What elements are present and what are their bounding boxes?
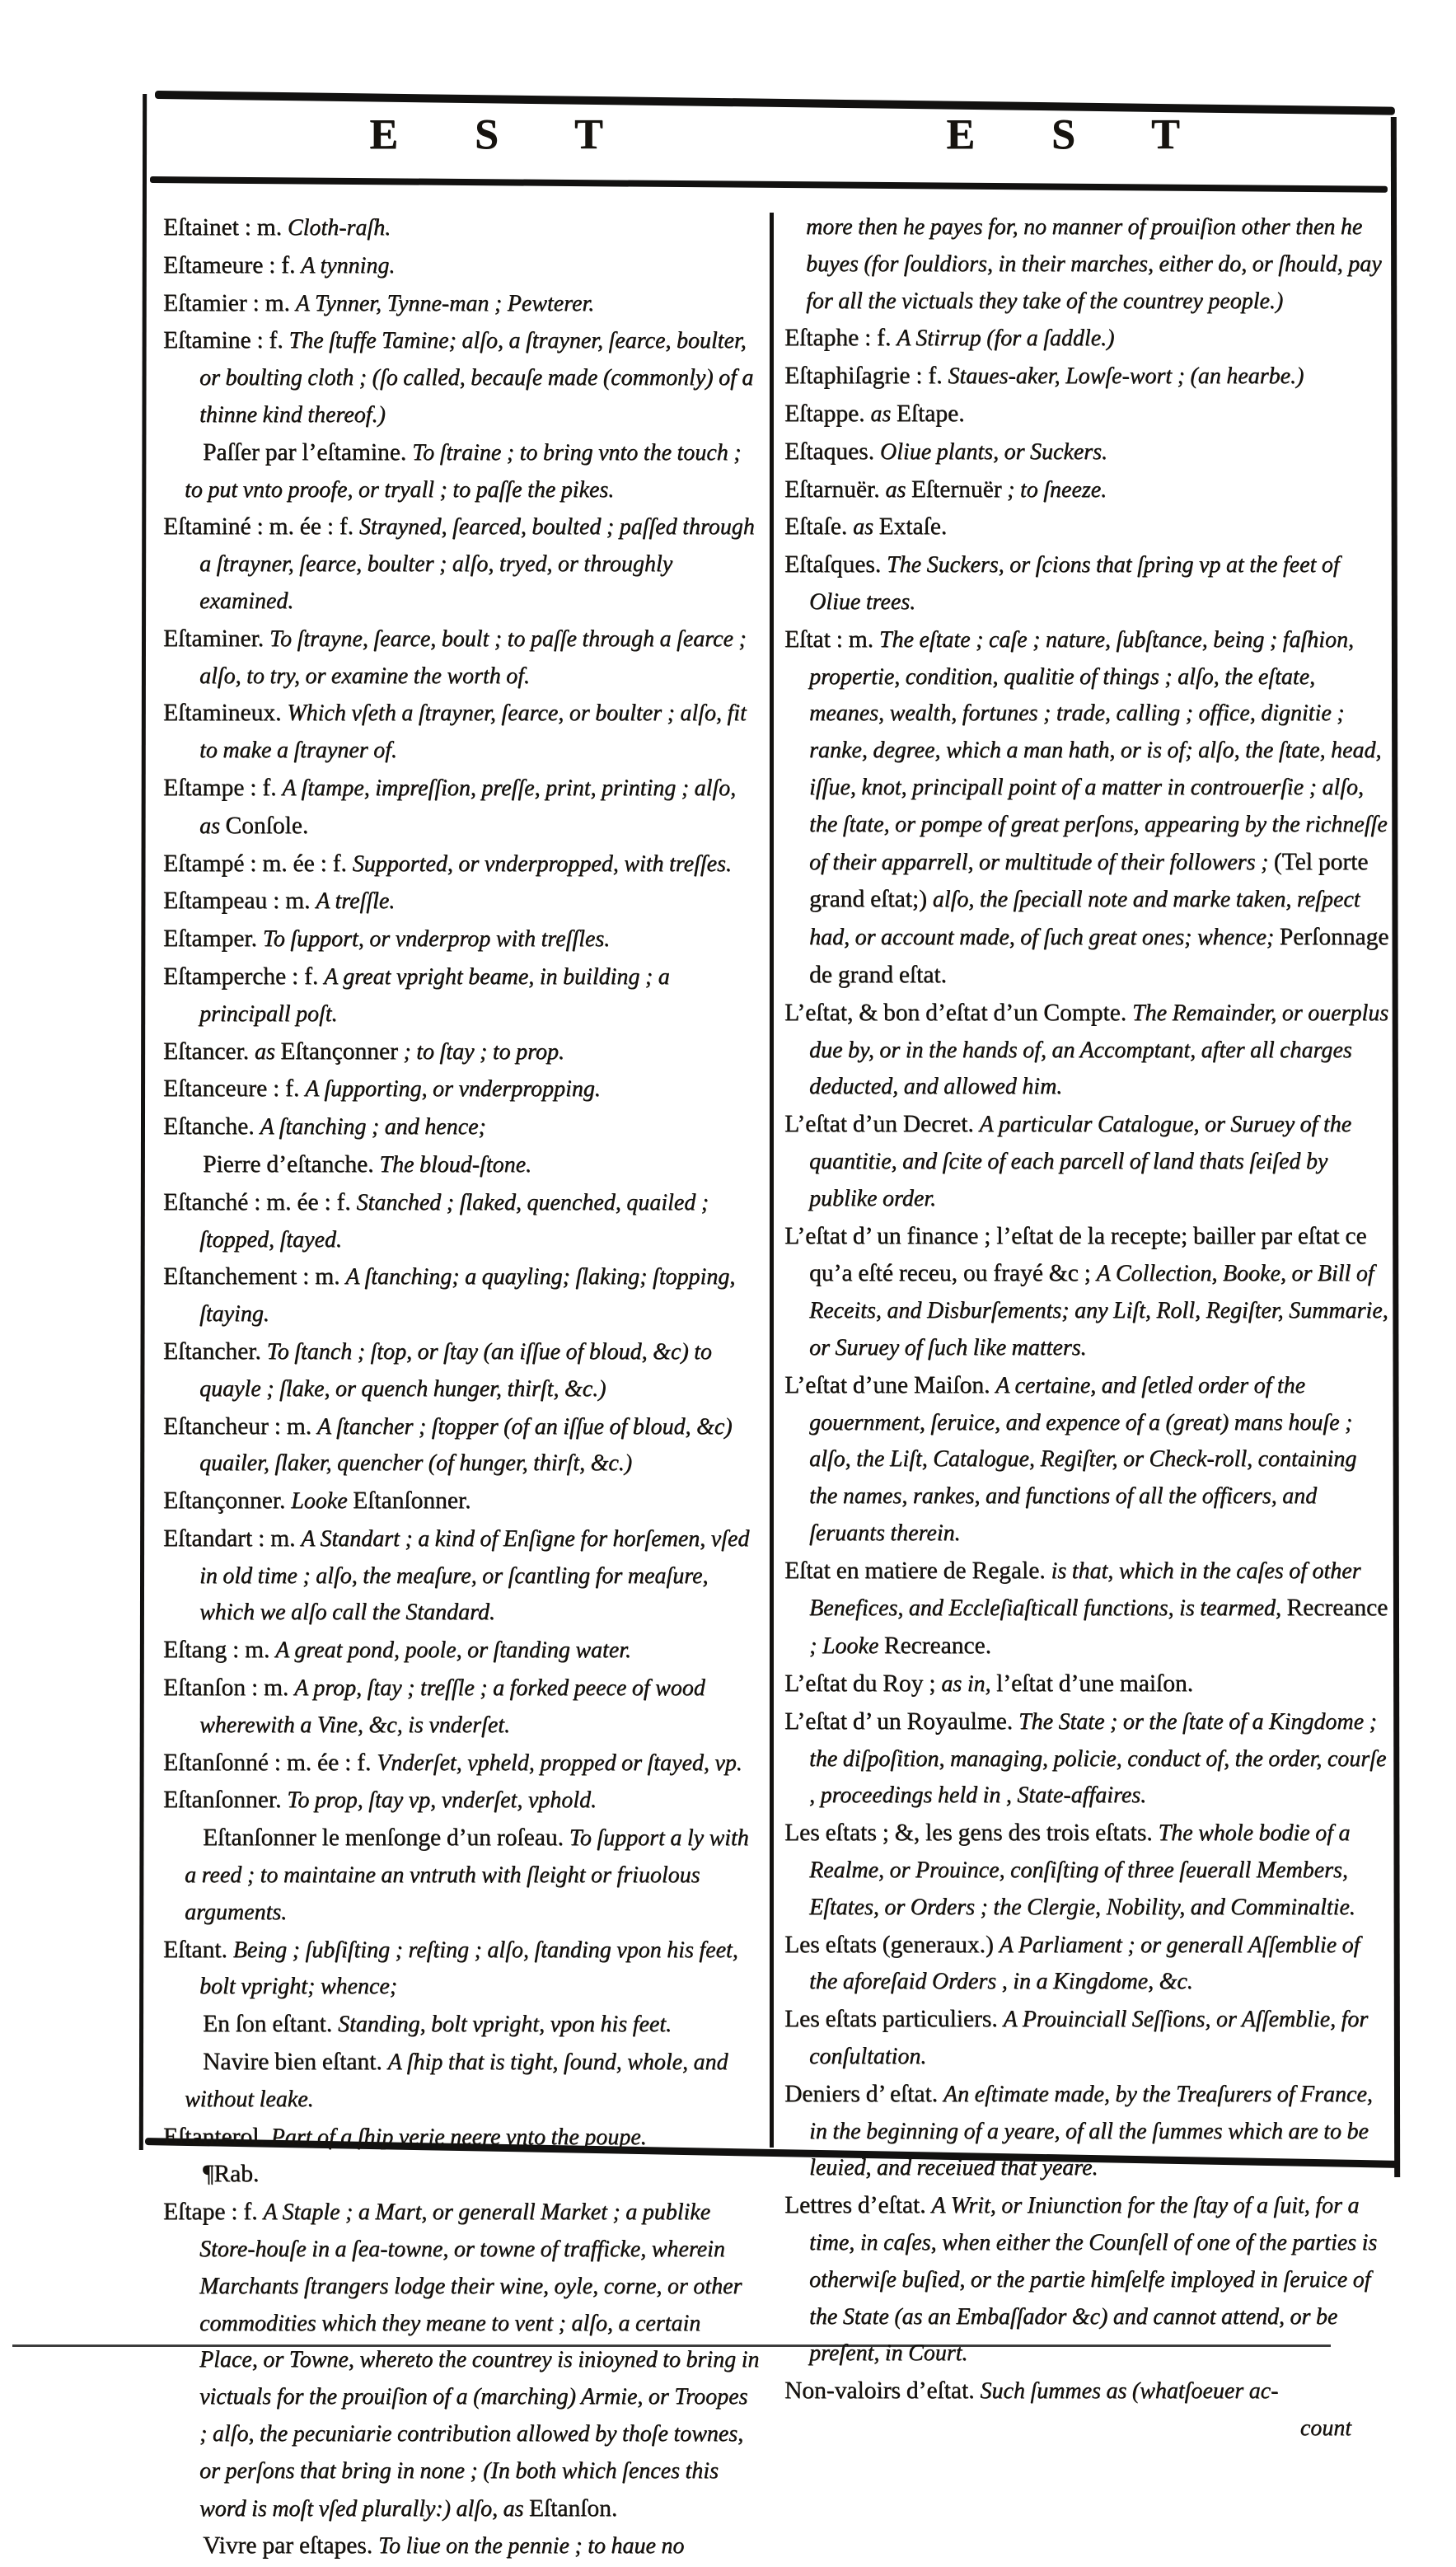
entry-definition: A ſupporting, or vnderpropping. [305,1076,601,1103]
dictionary-entry [163,249,760,287]
dictionary-entry [163,771,760,847]
entry-headword: Eſtaſques. [784,551,887,579]
entry-headword: (Tel porte grand eſtat;) [809,848,1369,913]
dictionary-entry [784,2374,1389,2412]
entry-headword: ¶Rab. [203,2161,260,2188]
dictionary-entry [163,1260,760,1335]
entry-headword: Eſtanſonné : m. ée : f. [163,1749,377,1776]
entry-headword: Eſtampé : m. ée : f. [163,850,353,877]
dictionary-entry [163,324,760,435]
entry-definition: To ſtanch ; ſtop, or ſtay (an iſſue of bloud, &c) to quayle ; ſlake, or quench hunger, thirſt, &c.) [199,1338,712,1402]
dictionary-entry [163,436,760,511]
dictionary-entry [784,321,1389,359]
running-head-rule [150,176,1388,193]
column-divider [770,213,774,2148]
entry-headword: Perſonnage de grand eſtat. [809,924,1389,988]
entry-definition: A Parliament ; or generall Aſſemblie of the aforeſaid Orders , in a Kingdome, &c. [809,1932,1360,1995]
entry-headword: Lettres d’eſtat. [784,2192,932,2219]
entry-headword: l’eſtat d’une maiſon. [995,1670,1194,1698]
dictionary-entry [163,2007,760,2045]
entry-definition: A Staple ; a Mart, or generall Market ; a publike Store-houſe in a ſea-towne, or towne of trafficke, wherein Marchants ſtrangers lodge their wine, oyle, corne, or other commodities which they meane to vent ; alſo, a certain Place, or Towne, whereto the countrey is inioyned to bring in victuals for the prouiſion of a (marching) Armie, or Troopes ; alſo, the pecuniarie contribution allowed by thoſe townes, or perſons that bring in none ; (In both which ſences this word is moſt vſed plurally:) alſo, as [199,2199,760,2522]
entry-definition: ; to ſtay ; to prop. [397,1038,564,1065]
running-head-right: E S T [946,111,1213,158]
entry-definition: Which vſeth a ſtrayner, ſearce, or boulter ; alſo, fit to make a ſtrayner of. [199,700,747,764]
dictionary-entry [163,884,760,922]
entry-headword: Eſtang : m. [163,1637,276,1664]
entry-definition: as [254,1038,281,1065]
entry-definition: as in, [941,1671,996,1698]
entry-headword: Eſtanſon. [528,2494,618,2522]
entry-headword: En ſon eſtant. [203,2011,338,2038]
entry-definition: Such ſummes as (whatſoeuer ac- [980,2378,1279,2405]
column-left [163,211,760,2567]
entry-headword: Eſtarnuër. [784,475,886,503]
entry-definition: The Suckers, or ſcions that ſpring vp at the feet of Oliue trees. [809,552,1340,615]
dictionary-entry [163,1933,760,2008]
entry-definition: count [1299,2415,1351,2442]
entry-definition: To ſtraine ; to bring vnto the touch ; to put vnto proofe, or tryall ; to paſſe the pikes. [185,439,742,503]
entry-definition: A Tynner, Tynne-man ; Pewterer. [295,290,595,316]
entry-headword: Eſtançonner. [163,1487,292,1515]
entry-definition: A Stirrup (for a ſaddle.) [897,326,1115,352]
column-right [784,211,1389,2449]
dictionary-entry [163,1072,760,1110]
dictionary-entry [163,1821,760,1932]
dictionary-entry [163,287,760,325]
entry-definition: A ſtanching; a quayling; ſlaking; ſtopping, ſtaying. [199,1264,736,1328]
dictionary-entry [163,2120,760,2158]
entry-definition: A Prouinciall Seſſions, or Aſſemblie, for conſultation. [809,2007,1369,2070]
dictionary-entry [163,510,760,621]
entry-definition: A ſtampe, impreſſion, preſſe, print, printing ; alſo, as [199,775,737,839]
dictionary-entry [784,1705,1389,1816]
entry-definition: as [853,514,879,541]
page-border-right [1391,117,1400,2177]
entry-definition: Supported, or vnderpropped, with treſſes. [352,850,732,877]
entry-definition: To liue on the pennie ; to haue no [377,2533,685,2560]
dictionary-entry [163,696,760,771]
entry-headword: Conſole. [225,812,309,839]
entry-headword: Eſtançonner [280,1038,398,1065]
entry-headword: Eſtameure : f. [163,251,302,279]
dictionary-entry [163,1522,760,1633]
dictionary-entry [163,960,760,1035]
entry-headword: Eſtancher. [163,1337,267,1365]
entry-headword: Eſtappe. [784,400,871,427]
dictionary-entry [163,1783,760,1821]
dictionary-entry [163,2157,760,2195]
entry-definition: A tynning. [301,252,396,279]
entry-definition: To ſupport, or vnderprop with treſſles. [262,926,611,953]
entry-headword: Eſtape : f. [163,2199,264,2226]
dictionary-entry [784,1108,1389,1219]
dictionary-entry [784,2189,1389,2374]
entry-headword: Eſtaminer. [163,625,269,652]
entry-definition: ; to ſneeze. [1001,476,1107,503]
entry-headword: Eſtampeau : m. [163,888,316,915]
dictionary-entry [784,623,1389,996]
entry-headword: L’eſtat du Roy ; [784,1670,942,1698]
entry-headword: Les eſtats (generaux.) [784,1931,1000,1958]
entry-headword: Eſtanſonner. [163,1787,288,1814]
entry-headword: Eſtamine : f. [163,327,289,354]
dictionary-entry [163,1110,760,1148]
entry-headword: Eſtanſonner le menſonge d’un roſeau. [203,1825,569,1852]
entry-headword: Pierre d’eſtanche. [203,1150,380,1178]
entry-headword: Eſtat en matiere de Regale. [784,1557,1051,1584]
entry-definition: A Collection, Booke, or Bill of Receits, and Disburſements; any Liſt, Roll, Regiſter, Summarie, or Suruey of ſuch like matters. [809,1261,1388,1361]
dictionary-entry [784,1220,1389,1369]
entry-headword: Eſtancheur : m. [163,1412,317,1440]
entry-headword: Paſſer par l’eſtamine. [203,438,413,466]
dictionary-entry [784,1554,1389,1667]
entry-headword: Les eſtats ; &, les gens des trois eſtats. [784,1820,1159,1847]
entry-definition: A Writ, or Iniunction for the ſtay of a ſuit, for a time, in caſes, when either the Counſell of one of the parties is otherwiſe buſied, or the partie himſelfe imployed in ſeruice of the State (as an Embaſſador &c) and cannot attend, or be preſent, in Court. [809,2193,1378,2367]
entry-definition: The ſtuffe Tamine; alſo, a ſtrayner, ſearce, boulter, or boulting cloth ; (ſo called, becauſe made (commonly) of a thinne kind thereof.) [199,328,754,428]
entry-headword: Eſtat : m. [784,625,879,653]
entry-headword: Deniers d’ eſtat. [784,2080,943,2107]
entry-definition: Vnderſet, vpheld, propped or ſtayed, vp. [377,1750,742,1776]
running-head-left: E S T [369,111,636,158]
entry-definition: A great pond, poole, or ſtanding water. [275,1637,631,1664]
entry-headword: Eſtant. [163,1936,233,1963]
entry-headword: Eſtamier : m. [163,289,296,316]
dictionary-entry [163,622,760,697]
entry-headword: Eſtanché : m. ée : f. [163,1188,357,1216]
page-border-left [139,94,147,2150]
entry-headword: Eſtaphiſagrie : f. [784,363,948,390]
entry-headword: Eſtampe : f. [163,774,283,801]
dictionary-entry [784,211,1389,321]
entry-headword: Non-valoirs d’eſtat. [784,2377,981,2405]
entry-headword: Eſtamper. [163,925,263,953]
entry-definition: An eſtimate made, by the Treaſurers of France, in the beginning of a yeare, of all the ſummes which are to be leuied, and receiued that yeare. [809,2081,1373,2181]
dictionary-entry [784,548,1389,623]
entry-headword: Eſtamperche : f. [163,963,325,990]
entry-headword: Recreance [1286,1595,1388,1622]
entry-headword: Eſtanceure : f. [163,1075,306,1103]
entry-definition: The State ; or the ſtate of a Kingdome ; the diſpoſition, managing, policie, conduct of, the order, courſe , proceedings held in , State-affaires. [809,1708,1387,1809]
entry-headword: L’eſtat d’une Maiſon. [784,1371,996,1398]
entry-headword: Eſtanche. [163,1113,260,1141]
entry-definition: Oliue plants, or Suckers. [879,438,1107,465]
entry-definition: alſo, the ſpeciall note and marke taken, reſpect had, or account made, of ſuch great ones; whence; [809,887,1360,951]
entry-headword: L’eſtat d’ un Royaulme. [784,1707,1018,1735]
entry-definition: as [870,401,897,427]
entry-definition: A great vpright beame, in building ; a principall poſt. [199,963,670,1027]
entry-definition: A Standart ; a kind of Enſigne for horſemen, vſed in old time ; alſo, the meaſure, or ſcantling for meaſure, which we alſo call the Standard. [199,1525,750,1626]
entry-definition: A certaine, and ſetled order of the gouernment, ſeruice, and expence of a (great) mans houſe ; alſo, the Liſt, Catalogue, Regiſter, or Check-roll, containing the names, rankes, and functions of all the officers, and ſeruants therein. [809,1372,1357,1546]
entry-definition: ; Looke [809,1633,884,1660]
entry-definition: A ſtancher ; ſtopper (of an iſſue of bloud, &c) quailer, ſlaker, quencher (of hunger, thirſt, &c.) [199,1413,733,1477]
dictionary-entry [784,2077,1389,2189]
dictionary-entry [784,1369,1389,1554]
entry-headword: Les eſtats particuliers. [784,2006,1004,2033]
dictionary-entry [784,510,1389,548]
dictionary-entry [163,1035,760,1073]
entry-definition: Strayned, ſearced, boulted ; paſſed through a ſtrayner, ſearce, boulter ; alſo, tryed, or throughly examined. [199,514,755,614]
entry-definition: A treſſle. [316,888,396,915]
entry-headword: Eſtainet : m. [163,214,288,241]
entry-definition: Standing, bolt vpright, vpon his feet. [338,2012,672,2038]
dictionary-entry [784,359,1389,397]
dictionary-entry [163,1335,760,1410]
entry-definition: more then he payes for, no manner of prouiſion other then he buyes (for ſouldiors, in their marches, either do, or ſhould, pay for all the victuals they take of the countrey people.) [806,214,1382,314]
dictionary-entry [163,1148,760,1186]
entry-headword: Eſtanterol. [163,2123,271,2150]
entry-headword: Eſtanchement : m. [163,1263,346,1291]
entry-definition: A particular Catalogue, or Suruey of the quantitie, and ſcite of each parcell of land thats ſeiſed by publike order. [809,1112,1352,1211]
entry-headword: Navire bien eſtant. [203,2049,388,2076]
entry-definition: A ſhip that is tight, ſound, whole, and without leake. [185,2049,728,2112]
entry-definition: Stanched ; ſlaked, quenched, quailed ; ſtopped, ſtayed. [199,1189,709,1253]
entry-definition: The bloud-ſtone. [379,1151,531,1178]
entry-definition: A ſtanching ; and hence; [260,1114,486,1141]
dictionary-entry [163,211,760,249]
entry-definition: Staues-aker, Lowſe-wort ; (an hearbe.) [948,363,1304,390]
dictionary-entry [163,1484,760,1522]
entry-definition: The eſtate ; caſe ; nature, ſubſtance, being ; faſhion, propertie, condition, qualitie of things ; alſo, the eſtate, meanes, wealth, fortunes ; trade, calling ; office, dignitie ; ranke, degree, which a man hath, or is of; alſo, the ſtate, head, iſſue, knot, principall point of a matter in controuerſie ; alſo, the ſtate, or pompe of great perſons, appearing by the richneſſe of their apparrell, or multitude of their followers ; [809,626,1388,875]
entry-definition: Cloth-raſh. [287,215,391,241]
entry-headword: Vivre par eſtapes. [203,2532,378,2560]
dictionary-entry [784,2003,1389,2077]
entry-definition: Looke [291,1488,353,1515]
entry-headword: Eſtape. [896,400,965,427]
entry-headword: L’eſtat, & bon d’eſtat d’un Compte. [784,999,1132,1026]
entry-definition: A prop, ſtay ; treſſle ; a forked peece of wood wherewith a Vine, &c, is vnderſet. [199,1675,705,1738]
entry-headword: Eſtanſonner. [353,1487,471,1515]
dictionary-entry [784,435,1389,473]
entry-headword: Recreance. [883,1632,991,1660]
catchword [784,2412,1389,2449]
entry-definition: Part of a ſhip verie neere vnto the poupe. [270,2124,647,2150]
entry-headword: Eſtamineux. [163,700,288,727]
entry-definition: To ſupport a ly with a reed ; to maintaine an vntruth with ſleight or friuolous arguments. [185,1825,749,1925]
dictionary-entry [163,2529,760,2567]
entry-headword: L’eſtat d’ un finance ; l’eſtat de la recepte; bailler par eſtat ce qu’a eſté receu, ou frayé &c ; [784,1222,1367,1287]
dictionary-entry [784,996,1389,1108]
dictionary-entry [784,1928,1389,2003]
dictionary-entry [163,1671,760,1746]
dictionary-entry [784,1667,1389,1705]
entry-headword: Eſtaminé : m. ée : f. [163,513,359,541]
entry-definition: is that, which in the caſes of other Benefices, and Eccleſiaſticall functions, is tearmed, [809,1558,1361,1622]
entry-headword: Eſtancer. [163,1038,255,1065]
entry-definition: The Remainder, or ouerplus due by, or in the hands of, an Accomptant, after all charges deducted, and allowed him. [809,1000,1389,1100]
dictionary-entry [163,1186,760,1261]
entry-headword: Extaſe. [878,513,948,541]
entry-definition: Being ; ſubſiſting ; reſting ; alſo, ſtanding vpon his feet, bolt vpright; whence; [199,1937,738,2000]
dictionary-entry [163,847,760,885]
entry-definition: To prop, ſtay vp, vnderſet, vphold. [287,1787,597,1814]
entry-headword: Eſtaques. [784,438,880,465]
dictionary-entry [163,1746,760,1784]
dictionary-entry [784,397,1389,435]
entry-headword: Eſtaphe : f. [784,325,897,352]
dictionary-entry [163,2195,760,2529]
dictionary-entry [784,1816,1389,1928]
dictionary-entry [784,473,1389,511]
dictionary-entry [163,1410,760,1485]
entry-definition: as [885,476,911,503]
entry-definition: To ſtrayne, ſearce, boult ; to paſſe through a ſearce ; alſo, to try, or examine the worth of. [199,625,747,689]
entry-definition: The whole bodie of a Realme, or Prouince, conſiſting of three ſeuerall Members, Eſtates, or Orders ; the Clergie, Nobility, and Comminaltie. [809,1820,1355,1920]
entry-headword: Eſternuër [911,475,1002,503]
dictionary-entry [163,922,760,960]
entry-headword: Eſtandart : m. [163,1525,302,1552]
entry-headword: L’eſtat d’un Decret. [784,1111,980,1138]
dictionary-entry [163,2045,760,2120]
entry-headword: Eſtanſon : m. [163,1675,295,1702]
entry-headword: Eſtaſe. [784,513,854,541]
dictionary-entry [163,1633,760,1671]
